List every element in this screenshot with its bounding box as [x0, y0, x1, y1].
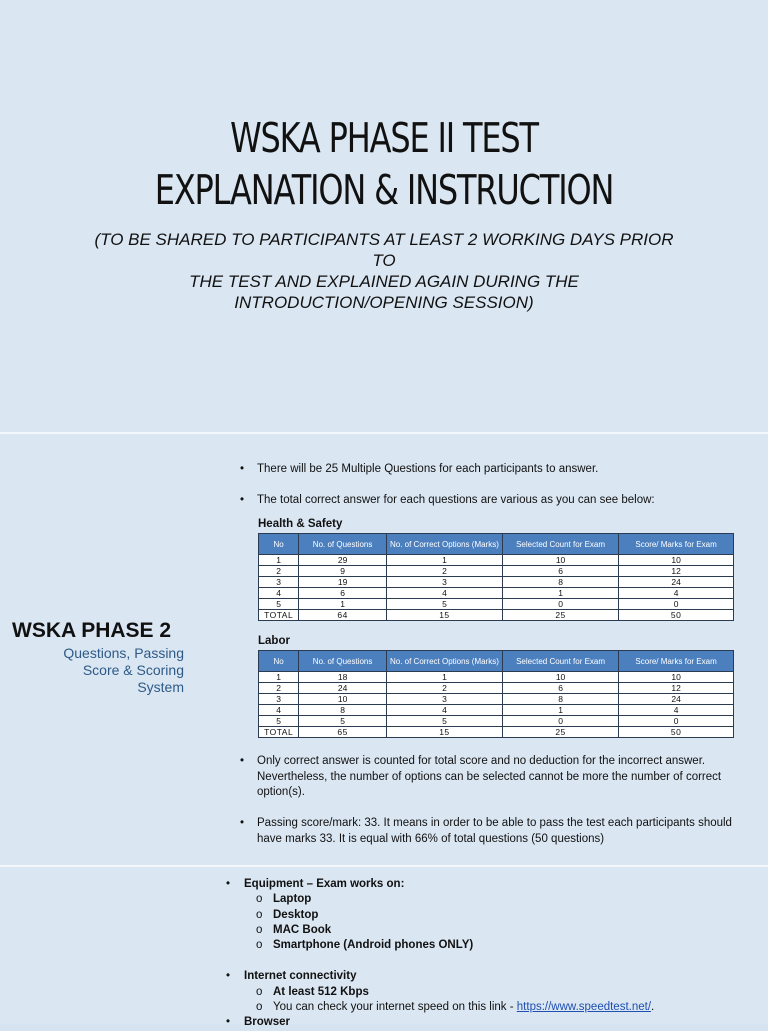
- table-cell: 12: [619, 683, 734, 694]
- equipment-item-text: Smartphone (Android phones ONLY): [273, 939, 474, 951]
- bullet-marker: •: [240, 755, 245, 767]
- table-cell: 0: [619, 599, 734, 610]
- table-cell: 6: [502, 566, 618, 577]
- table-cell: 10: [619, 672, 734, 683]
- table-cell: 2: [386, 566, 502, 577]
- table-cell: 5: [386, 716, 502, 727]
- table-total-row: [259, 727, 734, 738]
- table-row: [259, 599, 734, 610]
- bullet-text: The total correct answer for each questions are various as you can see below:: [257, 494, 655, 506]
- equipment-item-text: Laptop: [273, 893, 312, 905]
- table-cell: 1: [502, 705, 618, 716]
- section-subtitle-line-3: System: [137, 679, 184, 695]
- table-cell: 4: [259, 588, 299, 599]
- bullet-marker: •: [240, 463, 245, 475]
- table-cell: 10: [502, 555, 618, 566]
- internet-label: Internet connectivity: [244, 970, 357, 982]
- subtitle-line-3: INTRODUCTION/OPENING SESSION): [234, 293, 534, 312]
- table-cell: 9: [299, 566, 387, 577]
- bullet-marker: •: [240, 817, 245, 829]
- column-header: Selected Count for Exam: [502, 651, 618, 672]
- score-table: [258, 533, 734, 621]
- table-cell: 64: [299, 610, 387, 621]
- slide-subtitle: [90, 229, 678, 313]
- table-cell: TOTAL: [259, 610, 299, 621]
- table-label: Labor: [258, 635, 290, 647]
- table-cell: 50: [619, 727, 734, 738]
- equipment-item-text: Desktop: [273, 909, 319, 921]
- table-cell: 24: [299, 683, 387, 694]
- browser-label: Browser: [244, 1016, 291, 1028]
- bullet-text: There will be 25 Multiple Questions for each participants to answer.: [257, 463, 599, 475]
- section-subtitle-line-1: Questions, Passing: [63, 645, 184, 661]
- table-cell: 65: [299, 727, 387, 738]
- table-cell: 25: [502, 610, 618, 621]
- bullet-marker: •: [240, 494, 245, 506]
- table-row: [259, 705, 734, 716]
- speedtest-link[interactable]: https://www.speedtest.net/: [516, 1001, 652, 1013]
- table-cell: 1: [259, 555, 299, 566]
- subtitle-line-2: THE TEST AND EXPLAINED AGAIN DURING THE: [189, 272, 579, 291]
- internet-check-suffix: .: [651, 1001, 655, 1013]
- table-cell: 15: [386, 727, 502, 738]
- table-cell: 6: [502, 683, 618, 694]
- table-cell: 5: [386, 599, 502, 610]
- table-cell: 24: [619, 694, 734, 705]
- table-cell: 2: [259, 683, 299, 694]
- table-cell: 18: [299, 672, 387, 683]
- section-subtitle-line-2: Score & Scoring: [82, 662, 184, 678]
- table-cell: 4: [619, 705, 734, 716]
- table-cell: 3: [386, 577, 502, 588]
- bullet-marker: •: [226, 1016, 231, 1028]
- column-header: No. of Questions: [299, 651, 387, 672]
- column-header: No. of Questions: [299, 534, 387, 555]
- table-cell: 1: [386, 555, 502, 566]
- table-cell: 2: [386, 683, 502, 694]
- table-cell: 4: [386, 588, 502, 599]
- table-header-row: [259, 534, 734, 555]
- table-cell: 4: [259, 705, 299, 716]
- table-cell: 4: [386, 705, 502, 716]
- column-header: Score/ Marks for Exam: [619, 651, 734, 672]
- table-cell: 19: [299, 577, 387, 588]
- subtitle-line-1: (TO BE SHARED TO PARTICIPANTS AT LEAST 2 WORKING DAYS PRIOR TO: [94, 230, 674, 270]
- table-cell: 50: [619, 610, 734, 621]
- sub-bullet-marker: o: [256, 986, 263, 998]
- bullet-text: Passing score/mark: 33. It means in order to be able to pass the test each participants should have marks 33. It is equal with 66% of total questions (50 questions): [257, 817, 732, 845]
- column-header: Selected Count for Exam: [502, 534, 618, 555]
- slide-title-line-1: WSKA PHASE II TEST: [230, 114, 538, 162]
- column-header: No: [259, 651, 299, 672]
- score-table: [258, 650, 734, 738]
- table-cell: 8: [299, 705, 387, 716]
- table-row: [259, 566, 734, 577]
- section-title: WSKA PHASE 2: [12, 619, 172, 642]
- table-cell: 10: [502, 672, 618, 683]
- table-cell: TOTAL: [259, 727, 299, 738]
- table-cell: 24: [619, 577, 734, 588]
- equipment-item-text: MAC Book: [273, 924, 332, 936]
- table-cell: 8: [502, 694, 618, 705]
- table-cell: 5: [259, 716, 299, 727]
- table-cell: 15: [386, 610, 502, 621]
- table-cell: 0: [502, 716, 618, 727]
- table-row: [259, 672, 734, 683]
- table-cell: 1: [386, 672, 502, 683]
- table-cell: 4: [619, 588, 734, 599]
- table-cell: 5: [299, 716, 387, 727]
- table-cell: 3: [259, 694, 299, 705]
- table-cell: 12: [619, 566, 734, 577]
- column-header: Score/ Marks for Exam: [619, 534, 734, 555]
- equipment-label: Equipment – Exam works on:: [244, 878, 405, 890]
- table-row: [259, 683, 734, 694]
- table-row: [259, 716, 734, 727]
- table-cell: 5: [259, 599, 299, 610]
- sub-bullet-marker: o: [256, 893, 263, 905]
- bullet-text: Only correct answer is counted for total score and no deduction for the incorrect answer. Nevertheless, the number of options can be selected cannot be more the number of correct option(s).: [257, 755, 722, 798]
- section-subtitle: [20, 645, 184, 696]
- title-slide: [0, 0, 768, 432]
- internet-speed-text: At least 512 Kbps: [273, 986, 369, 998]
- table-cell: 25: [502, 727, 618, 738]
- sub-bullet-marker: o: [256, 924, 263, 936]
- slide-title-line-2: EXPLANATION & INSTRUCTION: [154, 166, 614, 214]
- table-cell: 3: [386, 694, 502, 705]
- column-header: No. of Correct Options (Marks): [386, 651, 502, 672]
- table-row: [259, 588, 734, 599]
- table-cell: 1: [502, 588, 618, 599]
- table-row: [259, 577, 734, 588]
- table-cell: 3: [259, 577, 299, 588]
- table-total-row: [259, 610, 734, 621]
- slide-title: [84, 112, 683, 216]
- table-cell: 1: [299, 599, 387, 610]
- table-header-row: [259, 651, 734, 672]
- table-cell: 1: [259, 672, 299, 683]
- table-cell: 29: [299, 555, 387, 566]
- bullet-marker: •: [226, 970, 231, 982]
- table-cell: 8: [502, 577, 618, 588]
- internet-check-prefix: You can check your internet speed on this link -: [273, 1001, 517, 1013]
- table-cell: 2: [259, 566, 299, 577]
- table-row: [259, 694, 734, 705]
- sub-bullet-marker: o: [256, 909, 263, 921]
- internet-check-text: [273, 1000, 654, 1016]
- table-cell: 0: [619, 716, 734, 727]
- sub-bullet-marker: o: [256, 1001, 263, 1013]
- bullet-marker: •: [226, 878, 231, 890]
- column-header: No. of Correct Options (Marks): [386, 534, 502, 555]
- sub-bullet-marker: o: [256, 939, 263, 951]
- column-header: No: [259, 534, 299, 555]
- table-cell: 0: [502, 599, 618, 610]
- table-row: [259, 555, 734, 566]
- table-cell: 6: [299, 588, 387, 599]
- table-cell: 10: [619, 555, 734, 566]
- table-label: Health & Safety: [258, 518, 343, 530]
- table-cell: 10: [299, 694, 387, 705]
